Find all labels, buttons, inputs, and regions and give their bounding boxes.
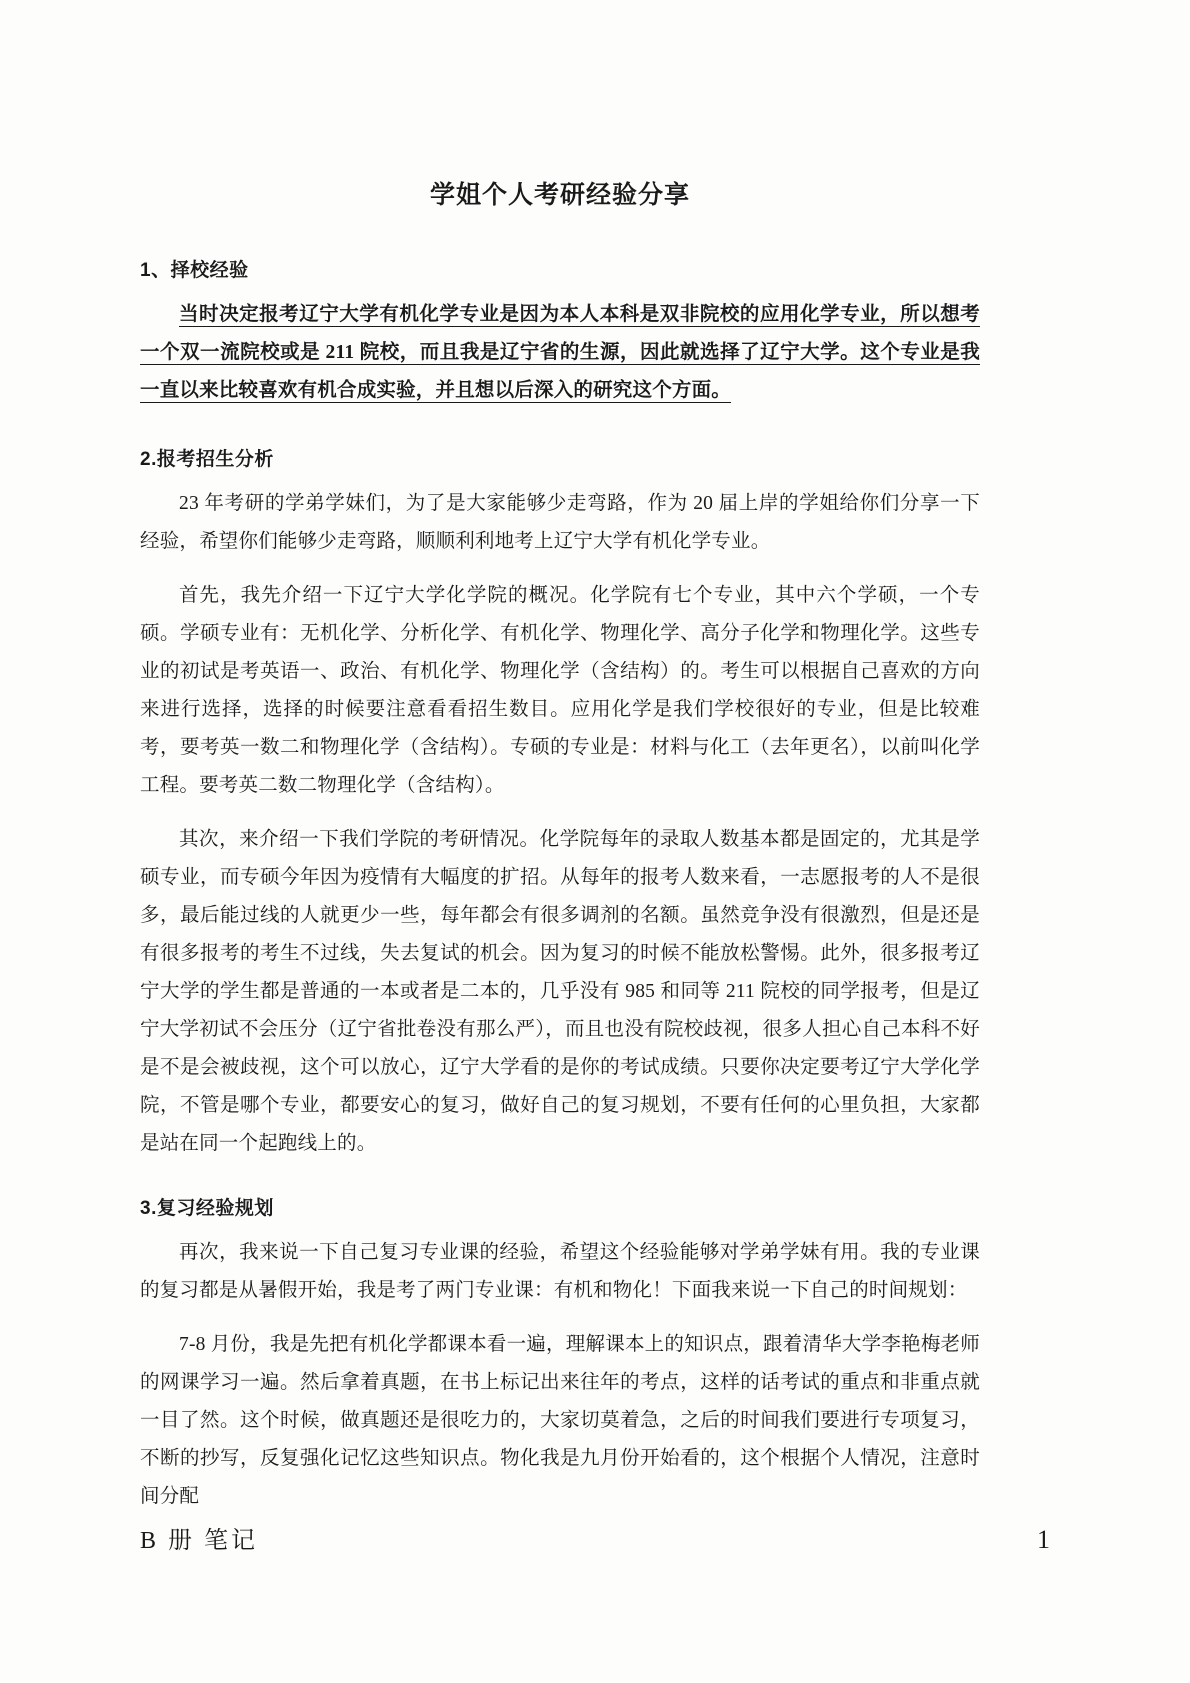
document-body: [140, 175, 980, 1516]
section-2-paragraph-2: 首先，我先介绍一下辽宁大学化学院的概况。化学院有七个专业，其中六个学硕，一个专硕。学硕专业有：无机化学、分析化学、有机化学、物理化学、高分子化学和物理化学。这些专业的初试是考英语一、政治、有机化学、物理化学（含结构）的。考生可以根据自己喜欢的方向来进行选择，选择的时候要注意看看招生数目。应用化学是我们学校很好的专业，但是比较难考，要考英一数二和物理化学（含结构）。专硕的专业是：材料与化工（去年更名），以前叫化学工程。要考英二数二物理化学（含结构）。: [140, 585, 980, 796]
section-heading-2: 2.报考招生分析: [140, 449, 274, 470]
section-3-paragraph-1: 再次，我来说一下自己复习专业课的经验，希望这个经验能够对学弟学妹有用。我的专业课的复习都是从暑假开始，我是考了两门专业课：有机和物化！下面我来说一下自己的时间规划：: [140, 1242, 980, 1301]
page-footer: [140, 1520, 1050, 1555]
section-2-paragraph-3: 其次，来介绍一下我们学院的考研情况。化学院每年的录取人数基本都是固定的，尤其是学硕专业，而专硕今年因为疫情有大幅度的扩招。从每年的报考人数来看，一志愿报考的人不是很多，最后能过线的人就更少一些，每年都会有很多调剂的名额。虽然竞争没有很激烈，但是还是有很多报考的考生不过线，失去复试的机会。因为复习的时候不能放松警惕。此外，很多报考辽宁大学的学生都是普通的一本或者是二本的，几乎没有 985 和同等 211 院校的同学报考，但是辽宁大学初试不会压分（辽宁省批卷没有那么严），而且也没有院校歧视，很多人担心自己本科不好是不是会被歧视，这个可以放心，辽宁大学看的是你的考试成绩。只要你决定要考辽宁大学化学院，不管是哪个专业，都要安心的复习，做好自己的复习规划，不要有任何的心里负担，大家都是站在同一个起跑线上的。: [140, 829, 980, 1154]
section-3-paragraph-2: 7-8 月份，我是先把有机化学都课本看一遍，理解课本上的知识点，跟着清华大学李艳梅老师的网课学习一遍。然后拿着真题，在书上标记出来往年的考点，这样的话考试的重点和非重点就一目了然。这个时候，做真题还是很吃力的，大家切莫着急，之后的时间我们要进行专项复习，不断的抄写，反复强化记忆这些知识点。物化我是九月份开始看的，这个根据个人情况，注意时间分配: [140, 1334, 980, 1507]
section-heading-1: 1、择校经验: [140, 260, 249, 281]
section-1-paragraph-1: 当时决定报考辽宁大学有机化学专业是因为本人本科是双非院校的应用化学专业，所以想考一个双一流院校或是 211 院校，而且我是辽宁省的生源，因此就选择了辽宁大学。这个专业是我一直以来比较喜欢有机合成实验，并且想以后深入的研究这个方面。: [140, 304, 980, 401]
page-title: 学姐个人考研经验分享: [429, 181, 690, 209]
section-heading-3: 3.复习经验规划: [140, 1198, 274, 1219]
page-number: 1: [1037, 1525, 1050, 1554]
section-2-paragraph-1: 23 年考研的学弟学妹们，为了是大家能够少走弯路，作为 20 届上岸的学姐给你们分享一下经验，希望你们能够少走弯路，顺顺利利地考上辽宁大学有机化学专业。: [140, 493, 980, 552]
footer-note-label: B 册 笔记: [140, 1528, 259, 1554]
